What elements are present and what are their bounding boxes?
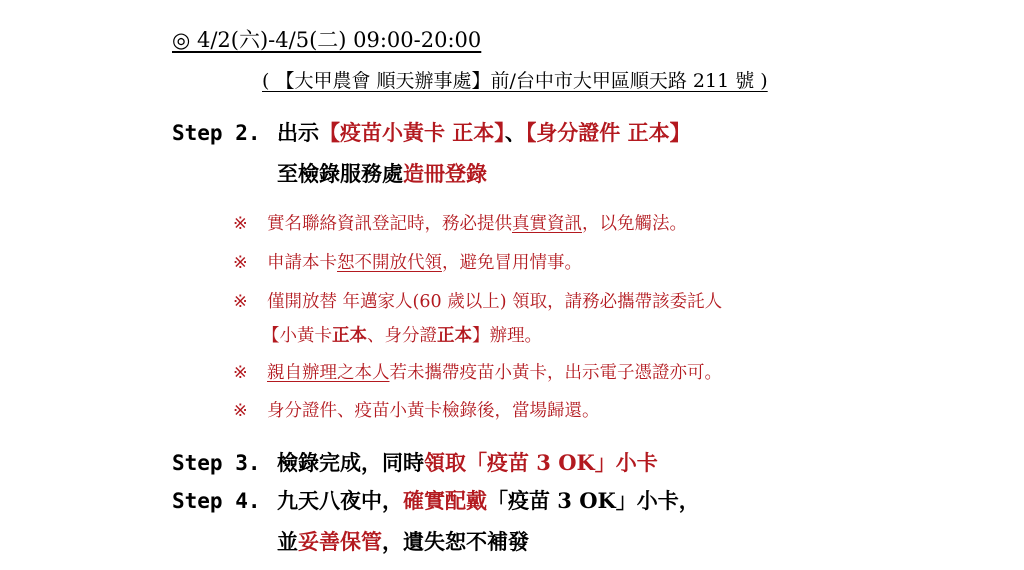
step-2-line-1 [172, 117, 691, 147]
note-4-text: 若未攜帶疫苗小黃卡，出示電子憑證亦可。 [389, 363, 722, 383]
step-2-show-text: 出示 [277, 120, 319, 145]
step-3-line [172, 447, 658, 477]
note-4-underlined: 親自辦理之本人 [267, 363, 390, 383]
step-2-id-required: 【身分證件 正本】 [525, 120, 691, 145]
note-3-original-1: 正本 [332, 326, 367, 346]
step-3-text: 檢錄完成，同時 [277, 450, 424, 475]
step-4-and-text: 並 [277, 529, 298, 554]
note-1-text-a: 實名聯絡資訊登記時，務必提供 [267, 214, 512, 234]
step-4-label: Step 4. [172, 489, 261, 513]
step-4-line-1 [172, 485, 700, 515]
step-4-line-2 [277, 526, 529, 556]
note-2-text-a: 申請本卡 [267, 253, 337, 273]
note-3-original-2: 正本 [437, 326, 472, 346]
note-1-text-b: ，以免觸法。 [582, 214, 687, 234]
event-location: ( 【大甲農會 順天辦事處】前/台中市大甲區順天路 211 號 ) [262, 70, 768, 92]
note-mark: ※ [233, 214, 248, 234]
note-mark: ※ [233, 401, 248, 421]
note-mark: ※ [233, 253, 248, 273]
step-4-no-reissue-text: ，遺失恕不補發 [382, 529, 529, 554]
step-4-card-text: 「疫苗 3 OK」小卡， [487, 488, 700, 513]
step-2-registration-text: 造冊登錄 [403, 161, 487, 186]
step-4-wear-text: 確實配戴 [403, 488, 487, 513]
note-return-documents [233, 397, 600, 422]
note-2-underlined: 恕不開放代領 [337, 253, 442, 273]
step-4-keep-safe-text: 妥善保管 [298, 529, 382, 554]
note-no-proxy [233, 249, 582, 274]
note-3-text-c: 、身分證 [367, 326, 437, 346]
note-3-text-line-1: 僅開放替 年邁家人(60 歲以上) 領取，請務必攜帶該委託人 [267, 292, 723, 312]
schedule-date-time: ◎ 4/2(六)-4/5(二) 09:00-20:00 [172, 28, 482, 52]
note-5-text: 身分證件、疫苗小黃卡檢錄後，當場歸還。 [267, 401, 600, 421]
step-2-line-2 [277, 158, 487, 188]
step-2-label: Step 2. [172, 121, 261, 145]
note-2-text-b: ，避免冒用情事。 [442, 253, 582, 273]
note-3-text-d: 】辦理。 [472, 326, 542, 346]
step-2-vaccine-card-required: 【疫苗小黃卡 正本】 [319, 120, 505, 145]
note-mark: ※ [233, 292, 248, 312]
step-2-separator: 、 [504, 120, 526, 145]
note-real-name [233, 210, 687, 235]
note-elderly-proxy-line-1 [233, 288, 722, 313]
note-elderly-proxy-line-2 [262, 322, 542, 347]
note-3-text-a: 【小黃卡 [262, 326, 332, 346]
step-2-desk-text: 至檢錄服務處 [277, 161, 403, 186]
step-3-receive-card: 領取「疫苗 3 OK」小卡 [424, 450, 658, 475]
note-mark: ※ [233, 363, 248, 383]
note-digital-certificate [233, 359, 722, 384]
step-3-label: Step 3. [172, 451, 261, 475]
step-4-text-a: 九天八夜中， [277, 488, 403, 513]
note-1-underlined: 真實資訊 [512, 214, 582, 234]
